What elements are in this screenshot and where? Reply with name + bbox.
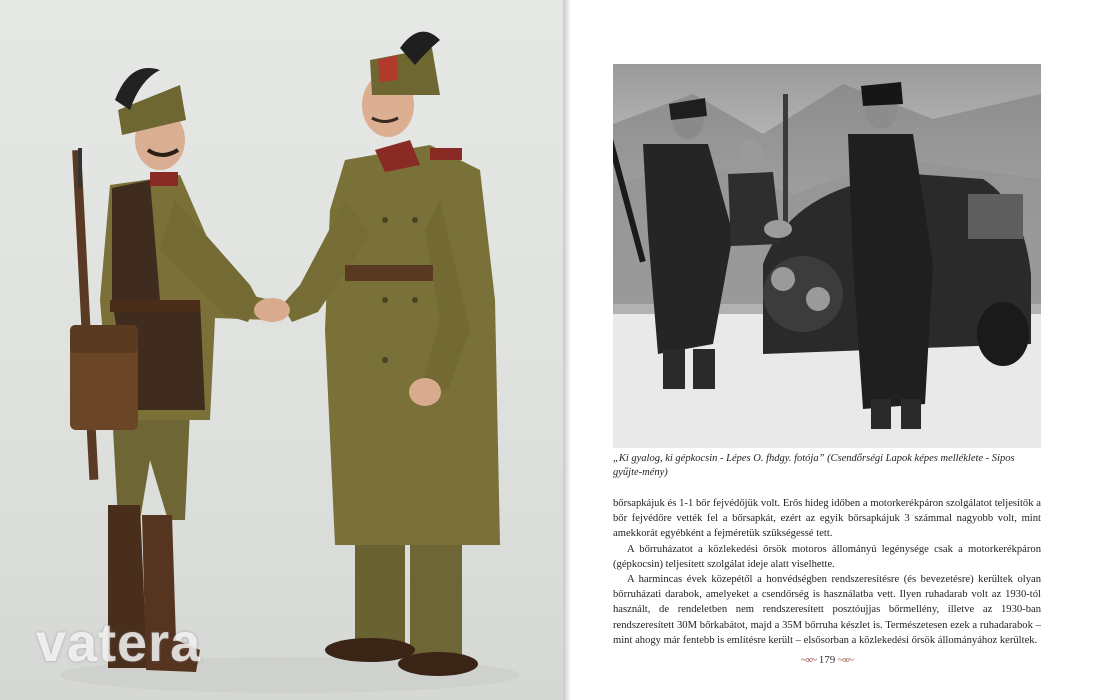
page-number [613,654,1041,666]
right-soldier-figure [282,32,500,676]
vatera-watermark: vatera [36,613,202,673]
right-page [571,0,1102,700]
book-gutter [563,0,571,700]
left-soldier-figure [70,68,270,672]
historical-photo-illustration [613,64,1041,448]
historical-photo [613,64,1041,448]
paragraph-2: A bőrruházatot a közlekedési őrsök motoros állományú legénysége csak a motorkerékpáron (gépkocsin) teljesített szolgálat ideje alatt viselhette. [613,543,1041,570]
photo-caption: „Ki gyalog, ki gépkocsin - Lépes O. fhdgy. fotója” (Csendőrségi Lapok képes melléklete - Sipos gyűjte-mény) [613,453,1015,478]
page-number-value: 179 [818,654,836,666]
ornament-right: ~∞~ [838,655,853,666]
body-text [613,496,1041,648]
paragraph-1: bőrsapkájuk és 1-1 bőr fejvédőjük volt. Erős hideg időben a motorkerékpáron szolgálatot teljesítők a bőr fejvédőre vették fel a bőrsapkát, ezért az egyik bőrsapkájuk 3 számmal nagyobb volt, mint amekkorát egyébként a fejméretük szükségessé tett. [613,498,1041,540]
paragraph-3: A harmincas évek közepétől a honvédségben rendszeresítésre (és bevezetésre) kerültek olyan bőrruházati darabok, amelyeket a csendőrség is használatba vett. Ilyen ruhadarab volt az 1930-tól használt, de rendeletben nem rendszeresített posztóujjas bőrmellény, illetve az 1930-ban rendszeresített 30M bőrkabátot, majd a 35M bőrruha készlet is. Természetesen ezek a ruhadarabok – mint ahogy már fentebb is említésre került – elsősorban a közlekedési őrsök állományához kerültek. [613,574,1041,646]
ornament-left: ~∞~ [801,655,816,666]
